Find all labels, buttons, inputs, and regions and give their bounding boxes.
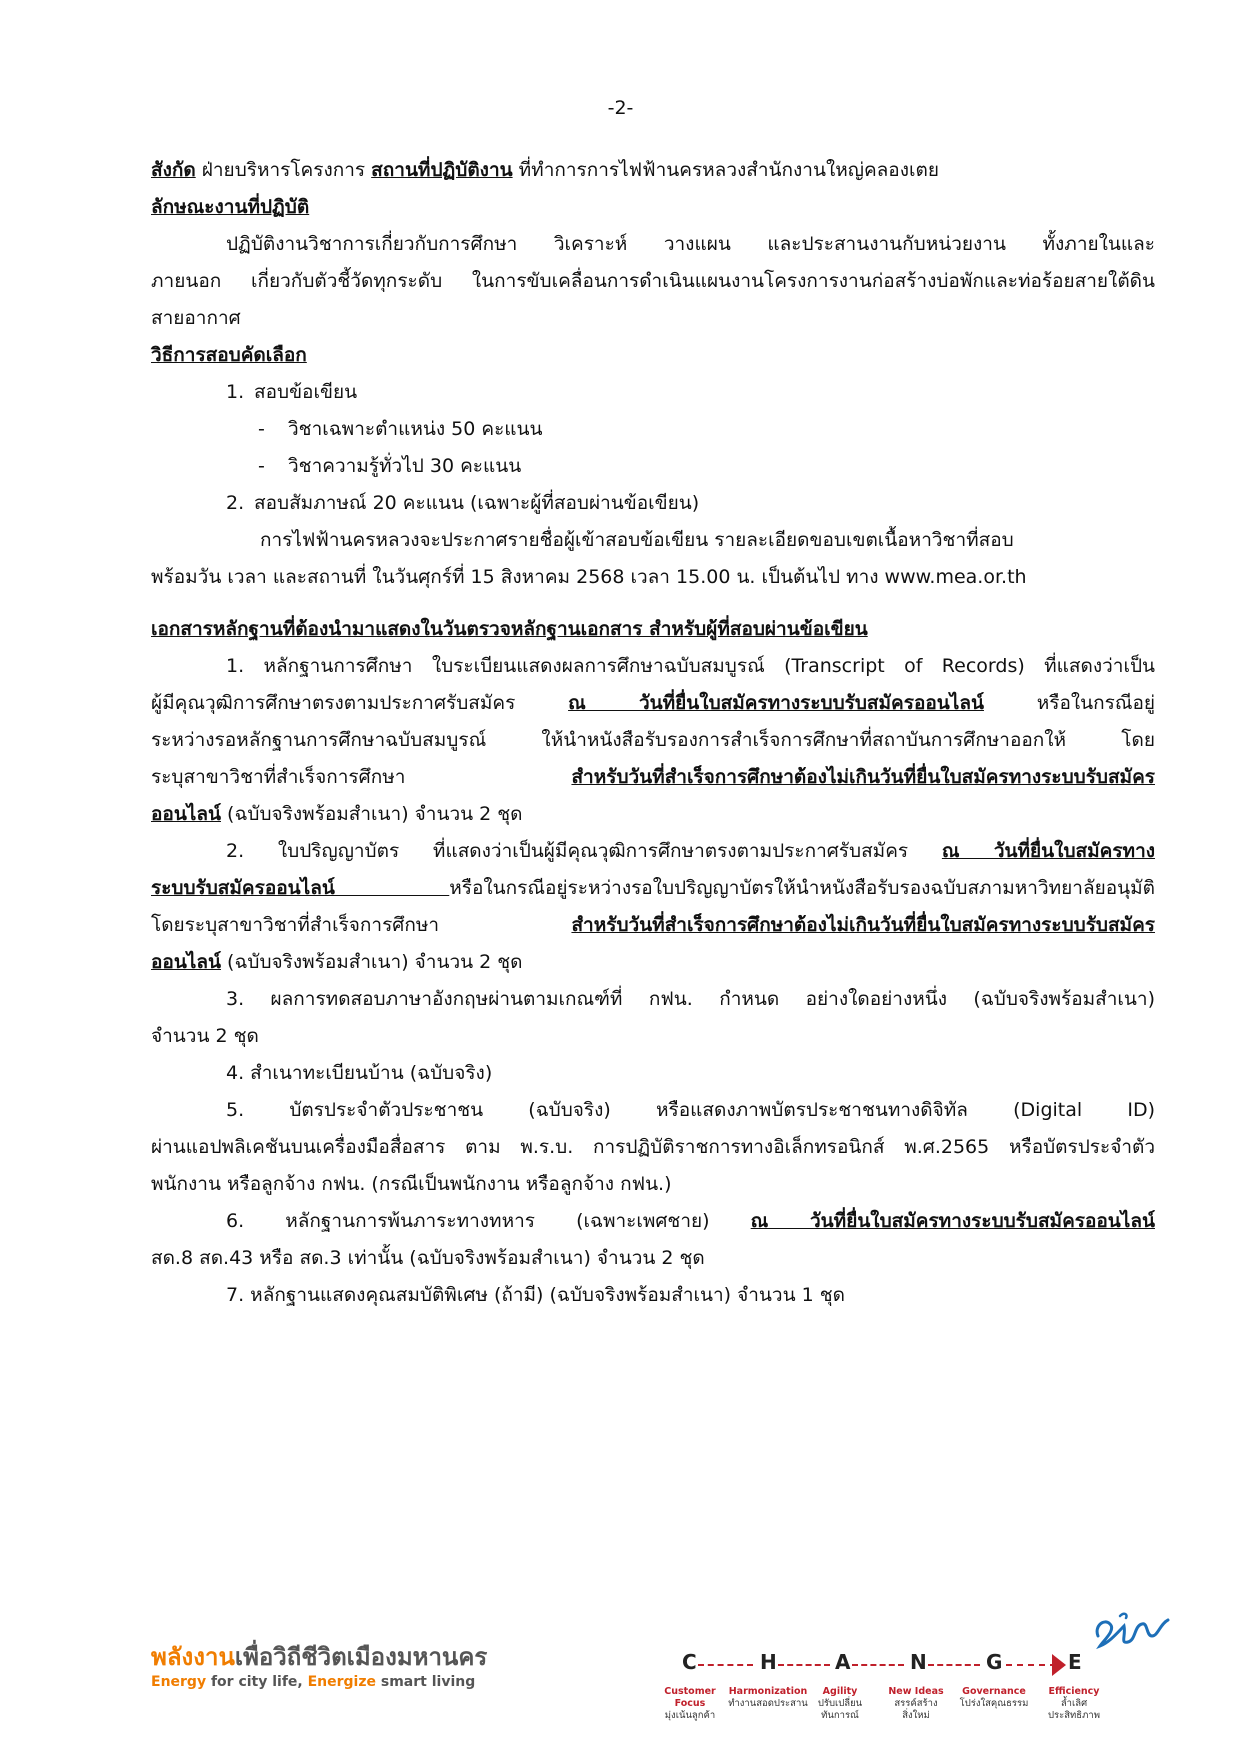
value-th: สรรค์สร้างสิ่งใหม่ [894,1698,938,1721]
change-letter-e: E [1068,1650,1082,1674]
change-letter-n: N [910,1650,927,1674]
announcement-line: พร้อมวัน เวลา และสถานที่ ในวันศุกร์ที่ 15 สิงหาคม 2568 เวลา 15.00 น. เป็นต้นไป ทาง www.mea.or.th [151,566,1027,588]
change-value-harmonization [726,1686,810,1710]
page-number: -2- [607,97,634,119]
document-item-1-cont [151,796,1155,833]
document-item-6-cont: สด.8 สด.43 หรือ สด.3 เท่านั้น (ฉบับจริงพร้อมสำเนา) จำนวน 2 ชุด [151,1247,705,1269]
document-item-1-cont [151,685,1155,722]
signature-mark [1090,1606,1174,1656]
change-letter-h: H [760,1650,777,1674]
emphasis-span: ณ วันที่ยื่นใบสมัครทาง [941,840,1156,862]
change-values-banner [664,1650,1128,1730]
dash-connector [852,1664,904,1666]
emphasis-span: ออนไลน์ [151,951,221,973]
arrow-icon [1052,1654,1066,1676]
job-nature-line: ปฏิบัติงานวิชาการเกี่ยวกับการศึกษา วิเคราะห์ วางแผน และประสานงานกับหน่วยงาน ทั้งภายในและ [226,233,1155,255]
dash-bullet: - [258,418,265,440]
text-span: 2. ใบปริญญาบัตร ที่แสดงว่าเป็นผู้มีคุณวุฒิการศึกษาตรงตามประกาศรับสมัคร [226,840,942,862]
emphasis-span: สำหรับวันที่สำเร็จการศึกษาต้องไม่เกินวันที่ยื่นใบสมัครทางระบบรับสมัคร [571,766,1155,788]
text-span: หรือในกรณีอยู่ [983,692,1155,714]
dash-connector [928,1664,980,1666]
selection-item-text: สอบข้อเขียน [254,381,358,403]
change-value-agility [800,1686,880,1722]
emphasis-span: สำหรับวันที่สำเร็จการศึกษาต้องไม่เกินวันที่ยื่นใบสมัครทางระบบรับสมัคร [571,914,1155,936]
value-th: มุ่งเน้นลูกค้า [664,1710,716,1721]
document-item-1: 1. หลักฐานการศึกษา ใบระเบียนแสดงผลการศึกษาฉบับสมบูรณ์ (Transcript of Records) ที่แสดงว่าเป็น [226,655,1155,677]
document-item-5: 5. บัตรประจำตัวประชาชน (ฉบับจริง) หรือแสดงภาพบัตรประชาชนทางดิจิทัล (Digital ID) [226,1099,1155,1121]
selection-sub-item [151,411,1155,448]
slogan-thai-part: พลังงาน [151,1643,235,1671]
value-en: Harmonization [728,1686,808,1697]
workplace-label: สถานที่ปฏิบัติงาน [371,159,513,181]
dash-connector [698,1664,753,1666]
change-value-new-ideas [876,1686,956,1722]
slogan-en-part: Energize [307,1674,377,1690]
slogan-english [151,1672,487,1692]
announcement-line: การไฟฟ้านครหลวงจะประกาศรายชื่อผู้เข้าสอบข้อเขียน รายละเอียดขอบเขตเนื้อหาวิชาที่สอบ [260,529,1014,551]
text-span: โดยระบุสาขาวิชาที่สำเร็จการศึกษา [151,914,572,936]
text-span: 6. หลักฐานการพ้นภาระทางทหาร (เฉพาะเพศชาย) [226,1210,751,1232]
selection-sub-text: วิชาเฉพาะตำแหน่ง 50 คะแนน [288,418,543,440]
text-span: (ฉบับจริงพร้อมสำเนา) จำนวน 2 ชุด [221,951,523,973]
value-th: ปรับเปลี่ยนทันการณ์ [817,1698,863,1721]
documents-heading: เอกสารหลักฐานที่ต้องนำมาแสดงในวันตรวจหลักฐานเอกสาร สำหรับผู้ที่สอบผ่านข้อเขียน [151,618,868,640]
value-en: Agility [822,1686,858,1697]
document-item-3-cont: จำนวน 2 ชุด [151,1025,259,1047]
affiliation-line [151,152,1155,189]
list-number: 1. [226,381,245,403]
dash-bullet: - [258,455,265,477]
document-item-2-cont [151,944,1155,981]
emphasis-span: ณ วันที่ยื่นใบสมัครทางระบบรับสมัครออนไลน์ [568,692,984,714]
value-en: Customer Focus [664,1686,716,1709]
job-nature-line: ภายนอก เกี่ยวกับตัวชี้วัดทุกระดับ ในการขับเคลื่อนการดำเนินแผนงานโครงการงานก่อสร้างบ่อพักและท่อร้อยสายใต้ดิน [151,270,1155,292]
change-letter-c: C [682,1650,697,1674]
document-item-6 [151,1203,1155,1240]
change-letter-a: A [835,1650,851,1674]
slogan-thai-part: เพื่อวิถีชีวิตเมืองมหานคร [234,1643,488,1671]
change-value-efficiency [1034,1686,1114,1722]
value-en: New Ideas [888,1686,944,1697]
slogan-en-part: smart living [376,1674,476,1690]
document-item-4: 4. สำเนาทะเบียนบ้าน (ฉบับจริง) [226,1062,493,1084]
document-item-5-cont: ผ่านแอปพลิเคชันบนเครื่องมือสื่อสาร ตาม พ.ร.บ. การปฏิบัติราชการทางอิเล็กทรอนิกส์ พ.ศ.2565 หรือบัตรประจำตัว [151,1136,1155,1158]
document-item-5-cont: พนักงาน หรือลูกจ้าง กฟน. (กรณีเป็นพนักงาน หรือลูกจ้าง กฟน.) [151,1173,672,1195]
change-value-governance [952,1686,1036,1710]
document-item-2 [151,833,1155,870]
list-number: 2. [226,492,245,514]
document-item-3: 3. ผลการทดสอบภาษาอังกฤษผ่านตามเกณฑ์ที่ กฟน. กำหนด อย่างใดอย่างหนึ่ง (ฉบับจริงพร้อมสำเนา) [226,988,1155,1010]
footer-slogan [151,1642,487,1692]
document-item-1-cont [151,759,1155,796]
selection-sub-text: วิชาความรู้ทั่วไป 30 คะแนน [288,455,522,477]
text-span: (ฉบับจริงพร้อมสำเนา) จำนวน 2 ชุด [221,803,523,825]
selection-item-1 [151,374,1155,411]
value-en: Efficiency [1048,1686,1100,1697]
selection-item-2 [151,485,1155,522]
document-item-2-cont [151,907,1155,944]
document-body [151,152,1155,1314]
emphasis-span: ระบบรับสมัครออนไลน์ [151,877,450,899]
value-en: Governance [962,1686,1026,1697]
slogan-en-part: for city life, [206,1674,308,1690]
job-nature-line: สายอากาศ [151,307,241,329]
dash-connector [1006,1664,1056,1666]
emphasis-span: ออนไลน์ [151,803,221,825]
change-value-customer-focus [648,1686,732,1722]
slogan-en-part: Energy [151,1674,207,1690]
text-span: ระบุสาขาวิชาที่สำเร็จการศึกษา [151,766,572,788]
change-letter-g: G [986,1650,1003,1674]
affiliation-label: สังกัด [151,159,196,181]
text-span: หรือในกรณีอยู่ระหว่างรอใบปริญญาบัตรให้นำหนังสือรับรองฉบับสภามหาวิทยาลัยอนุมัติ [449,877,1155,899]
job-nature-heading: ลักษณะงานที่ปฏิบัติ [151,196,310,218]
selection-sub-item [151,448,1155,485]
selection-heading: วิธีการสอบคัดเลือก [151,344,307,366]
emphasis-span: ณ วันที่ยื่นใบสมัครทางระบบรับสมัครออนไลน์ [750,1210,1155,1232]
value-th: ล้ำเลิศประสิทธิภาพ [1048,1698,1100,1721]
slogan-thai [151,1642,487,1672]
workplace-value: ที่ทำการการไฟฟ้านครหลวงสำนักงานใหญ่คลองเตย [512,159,939,181]
affiliation-value: ฝ่ายบริหารโครงการ [195,159,372,181]
document-item-7: 7. หลักฐานแสดงคุณสมบัติพิเศษ (ถ้ามี) (ฉบับจริงพร้อมสำเนา) จำนวน 1 ชุด [226,1284,845,1306]
document-item-1-cont: ระหว่างรอหลักฐานการศึกษาฉบับสมบูรณ์ ให้นำหนังสือรับรองการสำเร็จการศึกษาที่สถาบันการศึกษาออกให้ โดย [151,729,1155,751]
value-th: โปร่งใสคุณธรรม [959,1698,1029,1709]
dash-connector [778,1664,830,1666]
document-item-2-cont [151,870,1155,907]
selection-item-text: สอบสัมภาษณ์ 20 คะแนน (เฉพาะผู้ที่สอบผ่านข้อเขียน) [254,492,700,514]
text-span: ผู้มีคุณวุฒิการศึกษาตรงตามประกาศรับสมัคร [151,692,569,714]
value-th: ทำงานสอดประสาน [728,1698,808,1709]
